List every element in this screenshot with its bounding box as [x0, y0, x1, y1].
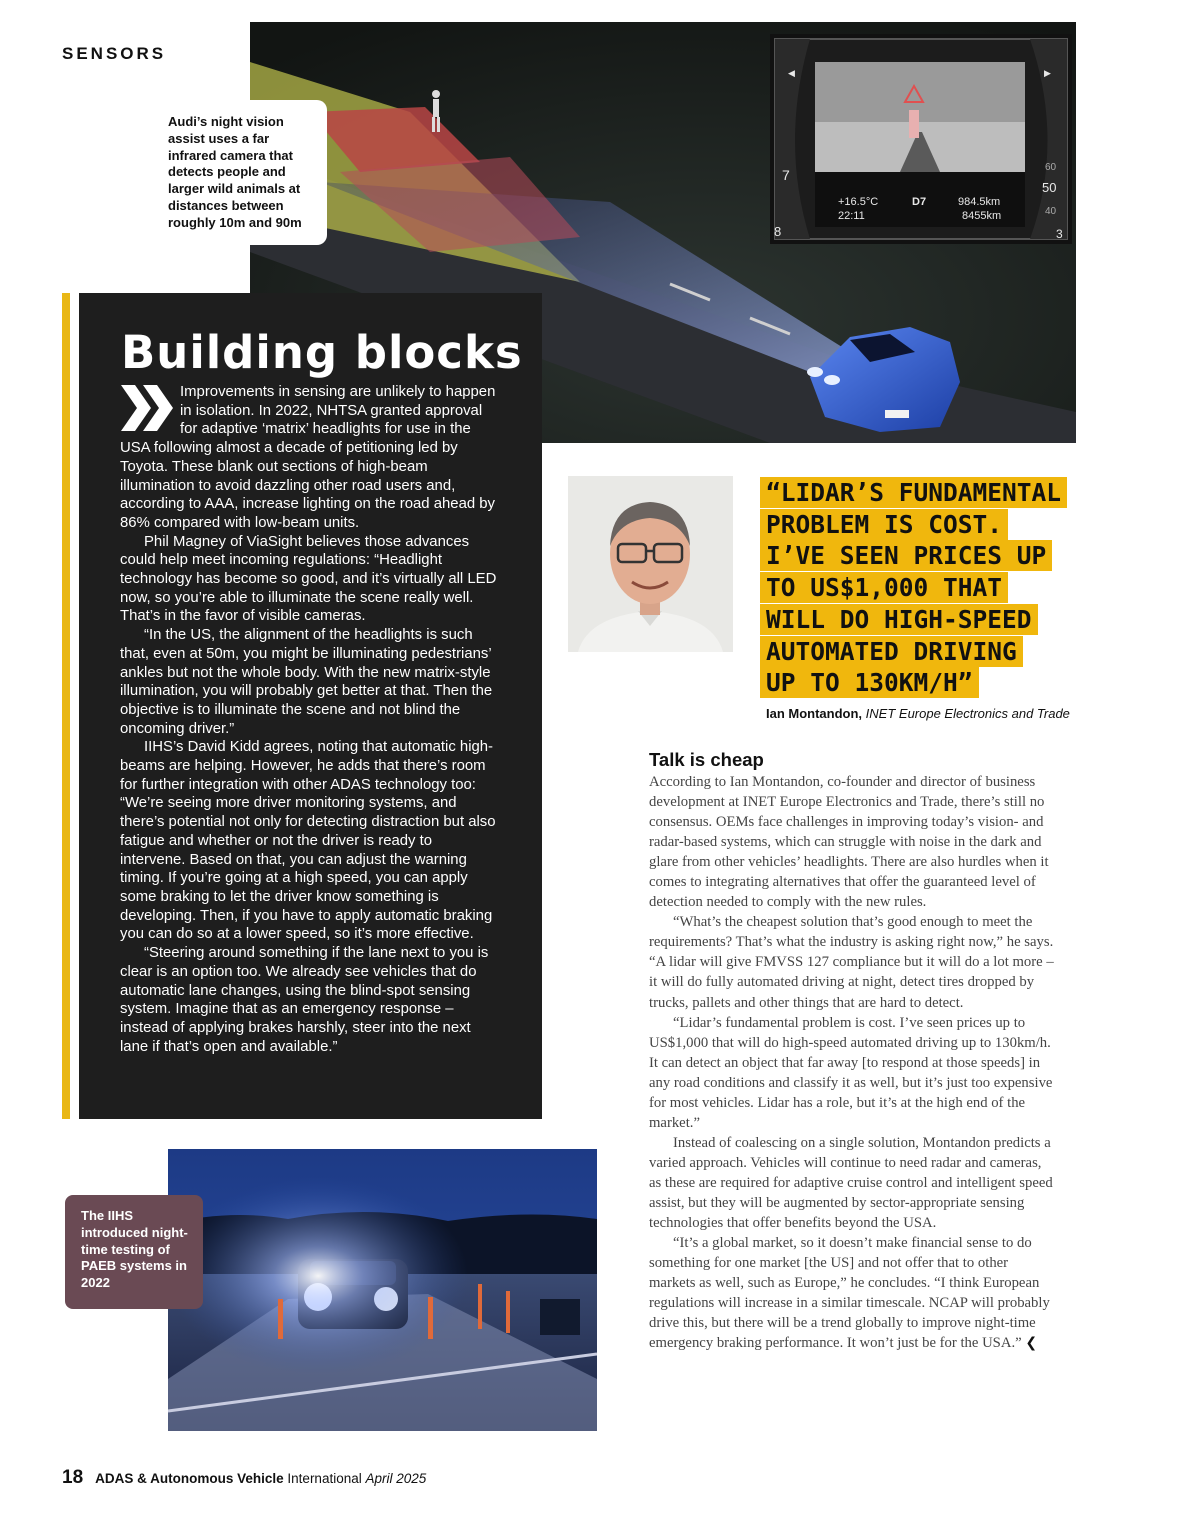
quote-author: Ian Montandon,: [766, 706, 863, 721]
page-number: 18: [62, 1467, 84, 1488]
page-footer: [62, 1467, 426, 1489]
pull-quote-line: PROBLEM IS COST.: [760, 509, 1008, 540]
dash-rev-tick: 7: [782, 167, 790, 183]
panel-title: Building blocks: [121, 326, 523, 379]
body-paragraph: “What’s the cheapest solution that’s good enough to meet the requirements? That’s what the industry is asking right now,” he says. “A lidar will give FMVSS 127 compliance but it will do a lot more – it will do fully automated driving at night, detect tires dropped by trucks, pallets and other things that are hard to detect.: [649, 914, 1054, 1011]
caption-iihs: The IIHS introduced night-time testing of PAEB systems in 2022: [65, 1195, 203, 1309]
dash-temperature: +16.5°C: [838, 196, 879, 208]
accent-bar: [62, 293, 70, 1119]
panel-paragraph: “In the US, the alignment of the headlights is such that, even at 50m, you might be illuminating pedestrians’ ankles but not the whole body. With the new matrix-style illumination, you will probably get better at that. Then the objective is to illuminate the scene and not blind the oncoming driver.”: [120, 627, 493, 737]
body-paragraph: “Lidar’s fundamental problem is cost. I’ve seen prices up to US$1,000 that will do high-speed automated driving up to 130km/h. It can detect an object that far away [to respond at those speeds] in any road conditions and classify it as well, but it’s just too expensive for most vehicles. Lidar has a role, but it’s at the high end of the market.”: [649, 1014, 1053, 1131]
panel-paragraph: “Steering around something if the lane next to you is clear is an option too. We already see vehicles that do automatic lane changes, using the blind-spot sensing system. Imagine that as an emergency response – instead of applying brakes harshly, steer into the next lane if that’s open and available.”: [120, 945, 489, 1055]
pull-quote-line: WILL DO HIGH-SPEED: [760, 604, 1038, 635]
dash-rev-tick: 3: [1056, 227, 1063, 241]
panel-body: [120, 383, 500, 1056]
pull-quote-line: TO US$1,000 THAT: [760, 572, 1008, 603]
quote-attribution: [766, 706, 1070, 721]
caption-night-vision: Audi’s night vision assist uses a far infrared camera that detects people and larger wild animals at distances between roughly 10m and 90m: [150, 100, 327, 245]
panel-paragraph: Phil Magney of ViaSight believes those advances could help meet incoming regulations: “Headlight technology has become so good, and it’s virtually all LED now, so you’re able to illuminate the scene really well. That’s in the favor of visible cameras.: [120, 533, 497, 625]
end-mark-icon: ❮: [1025, 1335, 1038, 1352]
magazine-name: ADAS & Autonomous Vehicle: [95, 1471, 284, 1486]
dash-odometer: 8455km: [962, 210, 1002, 222]
section-heading: Talk is cheap: [649, 749, 764, 770]
dash-time: 22:11: [838, 210, 865, 222]
body-paragraph: “It’s a global market, so it doesn’t make financial sense to do something for one market [the US] and not offer that to other markets as well, such as Europe,” he concludes. “I think European regulations will increase in a similar timescale. NCAP will probably drive this, but there will be a trend globally to improve night-time emergency braking performance. It won’t just be for the USA.”: [649, 1235, 1050, 1352]
arrow-left-icon: ◀: [788, 68, 795, 78]
pull-quote-line: “LIDAR’S FUNDAMENTAL: [760, 477, 1067, 508]
panel-paragraph: IIHS’s David Kidd agrees, noting that automatic high-beams are helping. However, he adds that there’s room for further integration with other ADAS technology too: “We’re seeing more driver monitoring systems, and there’s potential not only for detecting distraction but also fatigue and whether or not the driver is ready to intervene. Based on that, you can adjust the warning timing. If you’re going at a high speed, you can apply some braking to let the driver know something is developing. Then, if you have to apply automatic braking you can do so at a lower speed, so it’s more effective.: [120, 739, 496, 943]
dash-range: 984.5km: [958, 196, 1001, 208]
pull-quote-line: AUTOMATED DRIVING: [760, 636, 1023, 667]
dash-rev-tick: 8: [774, 224, 782, 239]
quote-affiliation: INET Europe Electronics and Trade: [865, 706, 1070, 721]
portrait-photo: [568, 476, 733, 652]
dash-speed-tick: 40: [1045, 206, 1057, 217]
dash-gear: D7: [912, 196, 927, 208]
pull-quote-line: UP TO 130KM/H”: [760, 667, 979, 698]
dash-speed-tick: 60: [1045, 162, 1057, 173]
pull-quote-line: I’VE SEEN PRICES UP: [760, 540, 1052, 571]
paeb-test-photo: [168, 1149, 597, 1431]
body-paragraph: Instead of coalescing on a single solution, Montandon predicts a varied approach. Vehicles will continue to need radar and cameras, as these are required for adaptive cruise control and intelligent speed assist, but they will be augmented by sector-appropriate sensing technologies that offer benefits beyond the USA.: [649, 1134, 1053, 1232]
body-paragraph: According to Ian Montandon, co-founder and director of business development at INET Europe Electronics and Trade, there’s still no consensus. OEMs face challenges in improving today’s vision- and radar-based systems, which can struggle with noise in the dark and glare from other vehicles’ headlights. There are also hurdles when it comes to integrating alternatives that offer the guaranteed level of detection needed to comply with the new rules.: [649, 774, 1049, 911]
magazine-suffix: International: [283, 1471, 366, 1486]
pull-quote: [760, 477, 1096, 699]
section-label: SENSORS: [62, 44, 167, 63]
issue-date: April 2025: [365, 1471, 427, 1486]
dash-speed-tick: 50: [1042, 180, 1057, 195]
panel-paragraph: Improvements in sensing are unlikely to happen in isolation. In 2022, NHTSA granted approval for adaptive ‘matrix’ headlights for use in the USA following almost a decade of petitioning led by Toyota. These blank out sections of high-beam illumination to avoid dazzling other road users and, according to AAA, increase lighting on the road ahead by 86% compared with low-beam units.: [120, 384, 496, 531]
arrow-right-icon: ▶: [1044, 68, 1051, 78]
talk-body: [649, 772, 1057, 1353]
